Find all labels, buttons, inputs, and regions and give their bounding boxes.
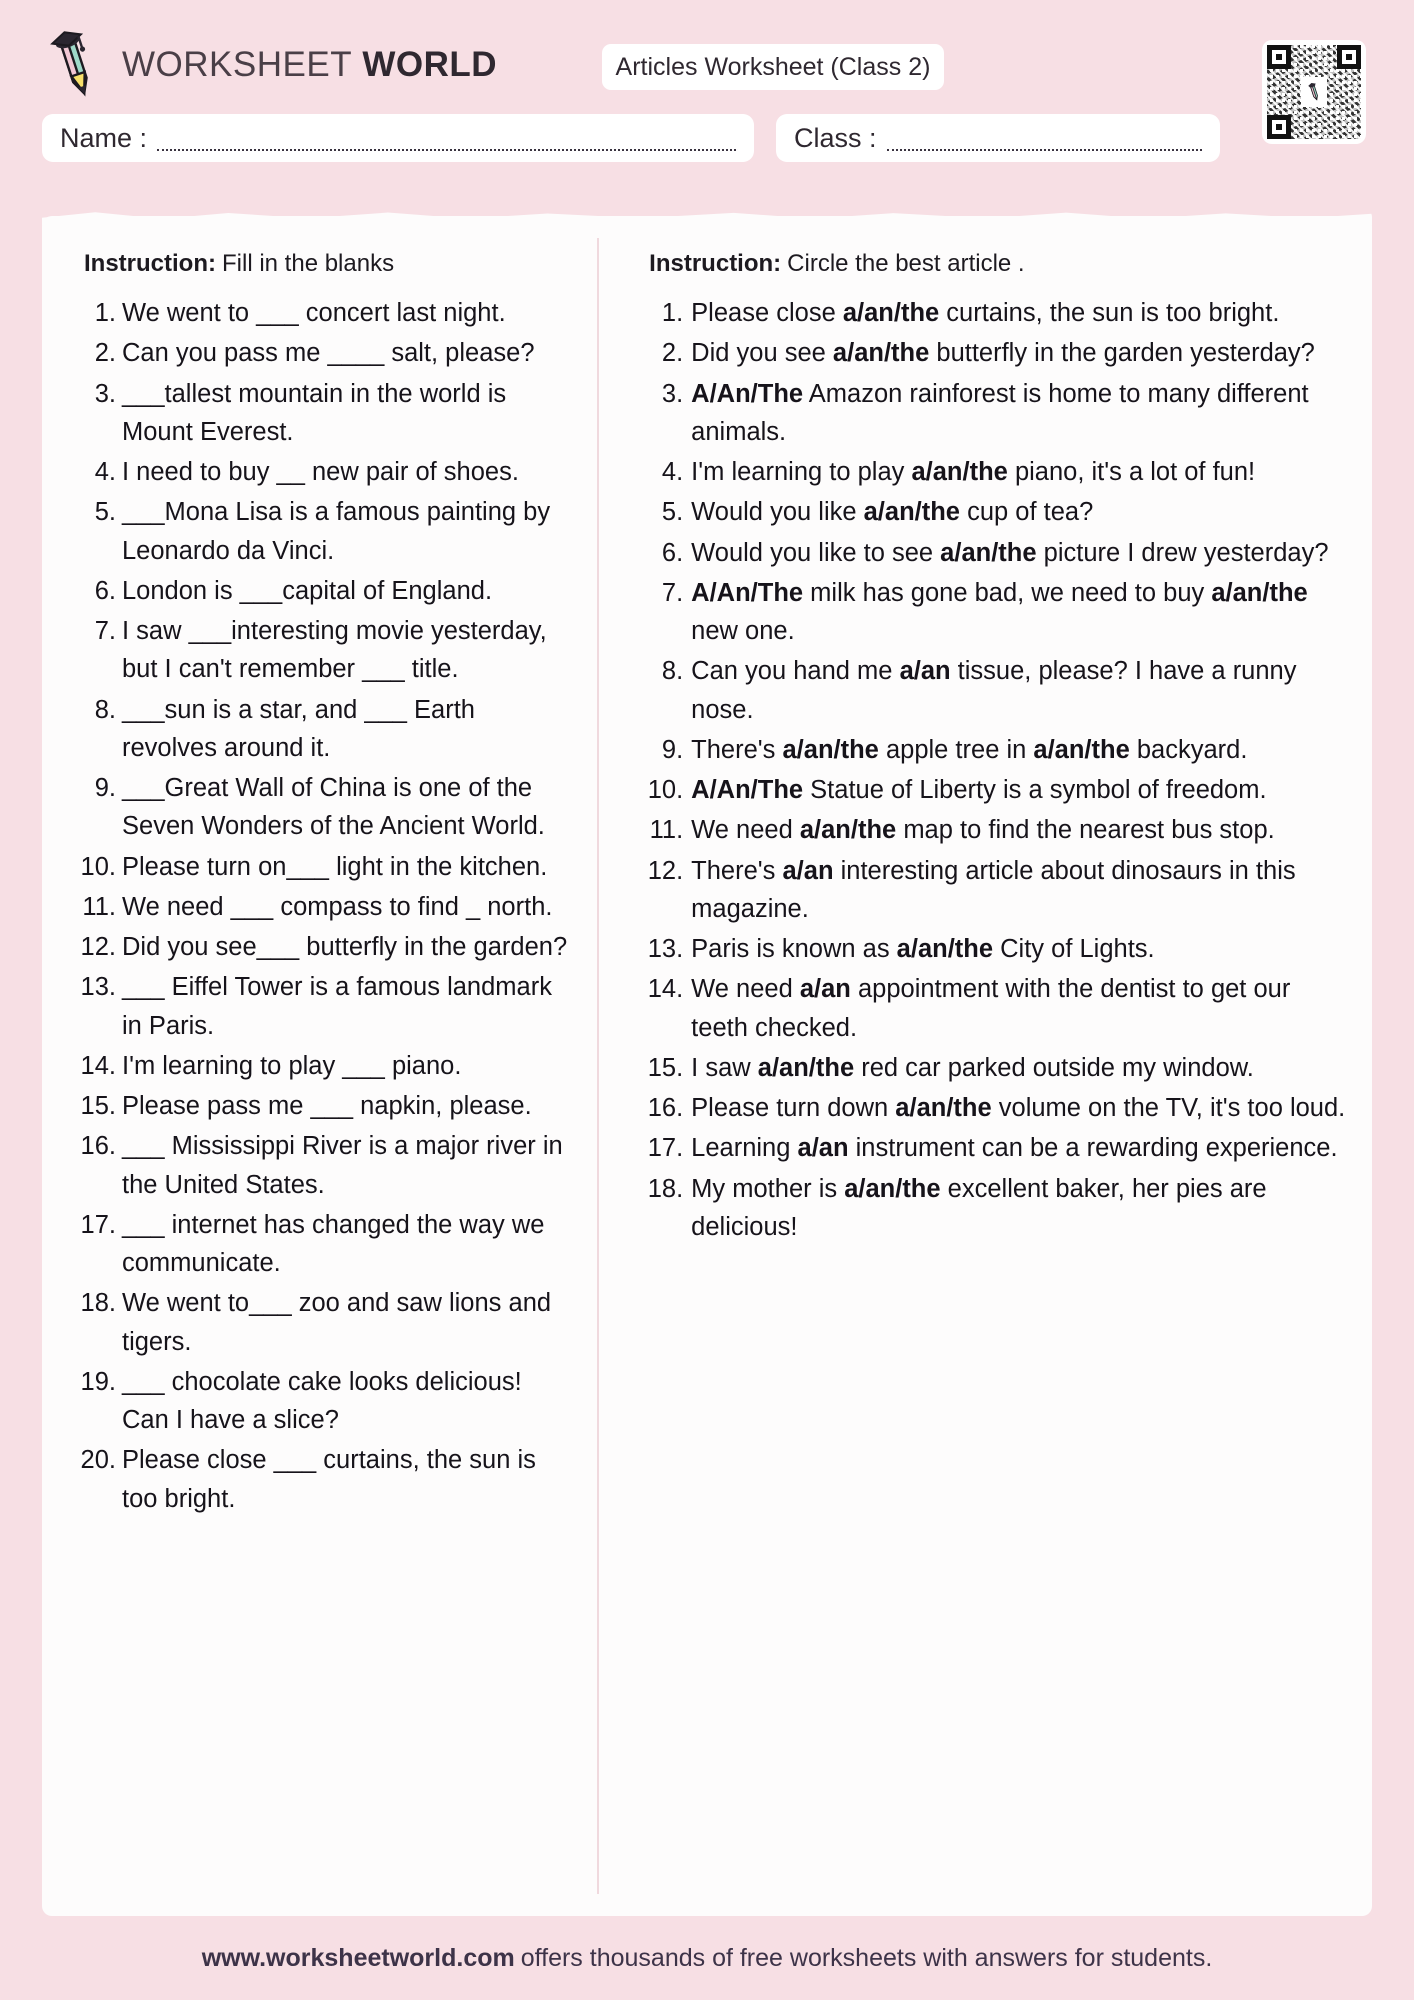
article-choice[interactable]: A/An/The [691, 578, 804, 607]
article-choice[interactable]: a/an/the [842, 299, 940, 327]
question-text: Please close [691, 299, 843, 327]
question-text: butterfly in the garden yesterday? [929, 339, 1315, 368]
question-item [633, 930, 1346, 968]
brand-word-one: WORKSHEET [122, 45, 353, 84]
article-choice[interactable]: A/An/The [691, 776, 804, 804]
question-item [633, 1129, 1346, 1167]
article-choice[interactable]: a/an/the [1211, 578, 1308, 607]
question-text: I saw [691, 1053, 758, 1082]
worksheet-title-chip [602, 44, 944, 90]
question-item: We went to___ zoo and saw lions and tigers. [122, 1289, 552, 1356]
question-item: Please close ___ curtains, the sun is too bright. [122, 1446, 536, 1513]
question-item: London is ___capital of England. [122, 576, 493, 605]
question-text: There's [691, 735, 783, 764]
question-text: new one. [691, 617, 795, 645]
question-text: instrument can be a rewarding experience. [848, 1134, 1338, 1163]
question-item [633, 771, 1346, 809]
question-text: Did you see [691, 339, 833, 368]
article-choice[interactable]: a/an/the [896, 935, 994, 963]
question-text: Paris is known as [691, 935, 897, 963]
student-fields-row [42, 108, 1372, 162]
question-text: apple tree in [878, 735, 1034, 764]
question-item: ___ internet has changed the way we communicate. [122, 1210, 545, 1277]
question-text: appointment with the dentist to get our teeth checked. [691, 975, 1291, 1042]
article-choice[interactable]: a/an [899, 657, 951, 686]
question-text: Please turn down [691, 1094, 896, 1122]
question-item [633, 453, 1346, 491]
question-text: Would you like to see [691, 538, 941, 567]
question-item [633, 811, 1346, 849]
question-text: curtains, the sun is too bright. [939, 299, 1280, 327]
question-text: Amazon rainforest is home to many different animals. [691, 379, 1309, 446]
article-choice[interactable]: a/an/the [799, 816, 897, 845]
question-item [633, 493, 1346, 531]
question-item: Please pass me ___ napkin, please. [122, 1092, 532, 1120]
question-text: red car parked outside my window. [854, 1053, 1254, 1082]
question-item: I need to buy __ new pair of shoes. [122, 458, 519, 486]
question-text: picture I drew yesterday? [1036, 538, 1329, 567]
qr-code-icon[interactable] [1262, 40, 1366, 144]
question-item [633, 652, 1346, 729]
question-item: ___ Eiffel Tower is a famous landmark in Paris. [122, 973, 552, 1040]
question-item [633, 852, 1346, 929]
article-choice[interactable]: a/an/the [782, 735, 879, 764]
worksheet-title: Articles Worksheet (Class 2) [615, 52, 931, 81]
question-text: piano, it's a lot of fun! [1007, 458, 1256, 486]
class-field[interactable] [776, 114, 1220, 162]
article-choice[interactable]: a/an/the [863, 498, 960, 527]
brand-title [122, 45, 497, 85]
question-item [633, 731, 1346, 769]
question-text: We need [691, 816, 800, 845]
article-choice[interactable]: a/an/the [911, 458, 1008, 486]
question-text: Would you like [691, 498, 864, 527]
article-choice[interactable]: a/an/the [895, 1094, 992, 1122]
fill-in-the-blanks-list [68, 294, 571, 1518]
question-item: ___Great Wall of China is one of the Seven Wonders of the Ancient World. [122, 774, 545, 841]
article-choice[interactable]: a/an/the [844, 1174, 941, 1203]
name-input-rule[interactable] [157, 149, 736, 151]
question-item: Can you pass me ____ salt, please? [122, 339, 535, 368]
question-item: ___sun is a star, and ___ Earth revolves around it. [122, 695, 475, 762]
page-header [0, 0, 1414, 200]
question-text: tissue, please? I have a runny nose. [691, 657, 1297, 724]
article-choice[interactable]: a/an [799, 975, 851, 1004]
question-text: Can you hand me [691, 657, 900, 686]
circle-best-article-list [633, 294, 1346, 1246]
question-item: We need ___ compass to find _ north. [122, 892, 553, 921]
question-item [633, 970, 1346, 1047]
footer-tagline: offers thousands of free worksheets with answers for students. [520, 1943, 1213, 1972]
question-text: Statue of Liberty is a symbol of freedom. [803, 776, 1267, 804]
right-instruction-body: Circle the best article . [787, 250, 1025, 277]
left-instruction-body: Fill in the blanks [222, 250, 395, 277]
question-text: We need [691, 975, 800, 1004]
article-choice[interactable]: a/an/the [1033, 735, 1130, 764]
right-instruction [633, 250, 1346, 278]
class-input-rule[interactable] [887, 149, 1202, 151]
left-instruction [68, 250, 571, 278]
question-item: Please turn on___ light in the kitchen. [122, 852, 548, 881]
page-footer [0, 1916, 1414, 2000]
article-choice[interactable]: a/an/the [757, 1053, 855, 1082]
question-item: ___tallest mountain in the world is Mount Everest. [122, 379, 507, 446]
question-item: We went to ___ concert last night. [122, 299, 506, 327]
question-item: I'm learning to play ___ piano. [122, 1051, 462, 1080]
worksheet-sheet [42, 216, 1372, 1916]
question-text: cup of tea? [960, 498, 1094, 527]
question-item: Did you see___ butterfly in the garden? [122, 933, 568, 961]
question-text: Learning [691, 1134, 798, 1163]
pencil-graduation-cap-logo-icon [42, 25, 106, 105]
question-text: excellent baker, her pies are delicious! [691, 1174, 1267, 1241]
right-instruction-lead: Instruction: [649, 250, 782, 277]
article-choice[interactable]: a/an [782, 856, 834, 885]
question-item [633, 375, 1346, 452]
question-item [633, 294, 1346, 332]
question-item [633, 1049, 1346, 1087]
question-text: I'm learning to play [691, 458, 912, 486]
question-item: ___Mona Lisa is a famous painting by Leonardo da Vinci. [122, 498, 551, 565]
article-choice[interactable]: a/an/the [832, 339, 930, 368]
question-item [633, 1089, 1346, 1127]
brand-word-two: WORLD [362, 45, 498, 84]
question-text: map to find the nearest bus stop. [896, 816, 1275, 845]
name-label: Name : [60, 122, 148, 153]
left-exercise-column [42, 216, 597, 1916]
right-exercise-column [599, 216, 1372, 1916]
question-text: interesting article about dinosaurs in this magazine. [691, 856, 1296, 923]
question-item [633, 334, 1346, 372]
question-text: My mother is [691, 1174, 845, 1203]
article-choice[interactable]: A/An/The [691, 379, 804, 408]
question-text: backyard. [1129, 735, 1248, 764]
question-text: There's [691, 856, 783, 885]
question-item [633, 574, 1346, 651]
site-url[interactable]: www.worksheetworld.com [201, 1943, 515, 1972]
name-field[interactable] [42, 114, 754, 162]
class-label: Class : [794, 122, 877, 153]
question-item: ___ Mississippi River is a major river in the United States. [122, 1132, 563, 1199]
question-text: milk has gone bad, we need to buy [803, 578, 1212, 607]
question-text: City of Lights. [993, 935, 1155, 963]
question-text: volume on the TV, it's too loud. [991, 1094, 1346, 1122]
question-item: I saw ___interesting movie yesterday, but I can't remember ___ title. [122, 617, 547, 684]
article-choice[interactable]: a/an/the [940, 538, 1037, 567]
question-item: ___ chocolate cake looks delicious! Can I have a slice? [122, 1367, 522, 1434]
question-item [633, 534, 1346, 572]
article-choice[interactable]: a/an [797, 1134, 849, 1163]
question-item [633, 1170, 1346, 1247]
left-instruction-lead: Instruction: [84, 250, 216, 277]
